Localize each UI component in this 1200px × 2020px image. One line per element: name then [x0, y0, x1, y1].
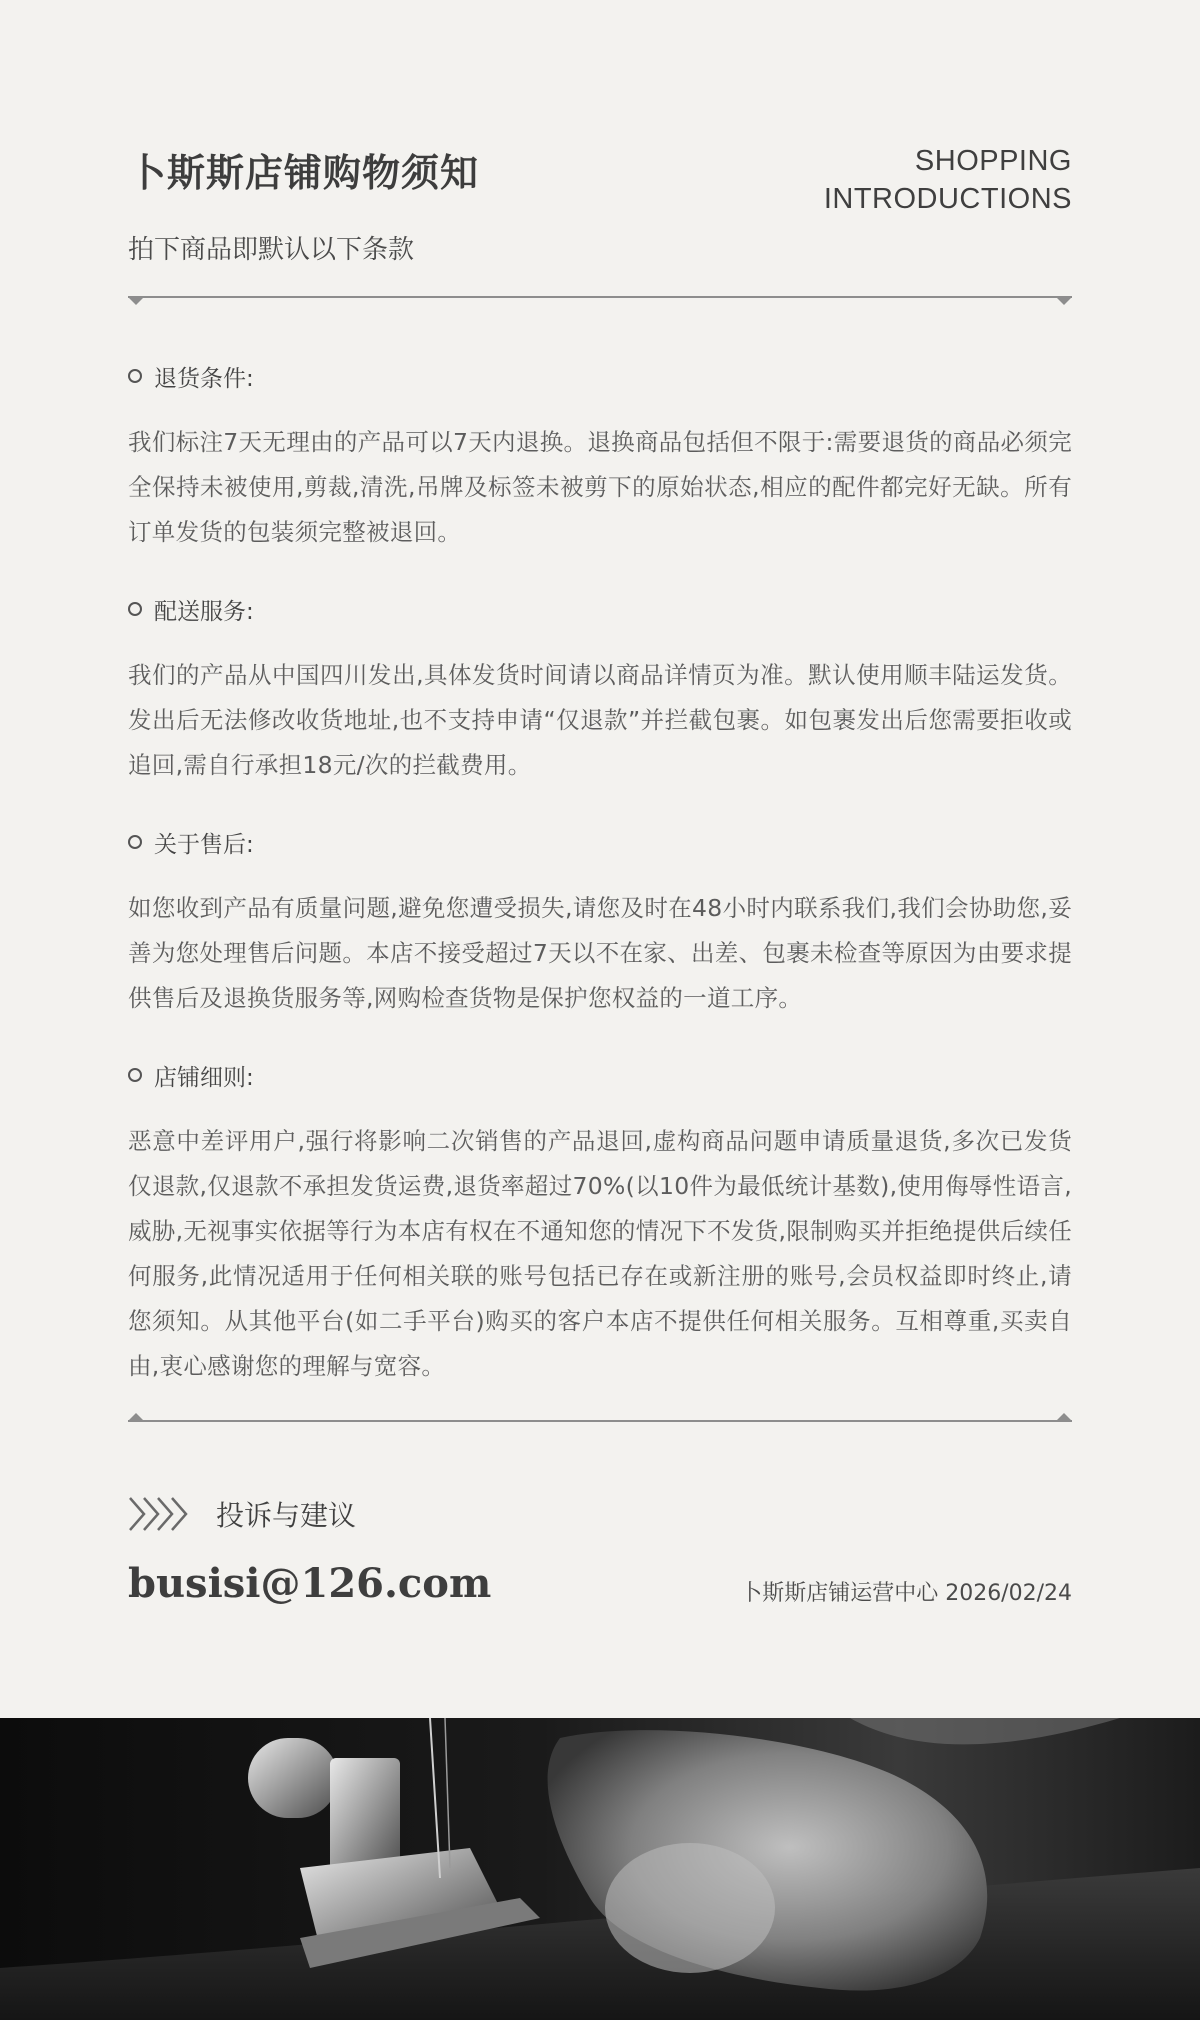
section-body: 我们标注7天无理由的产品可以7天内退换。退换商品包括但不限于:需要退货的商品必须完全保持未被使用,剪裁,清洗,吊牌及标签未被剪下的原始状态,相应的配件都完好无缺。所有订单发货的包装须完整被退回。 — [128, 428, 1072, 546]
operator-signature: 卜斯斯店铺运营中心 2026/02/24 — [740, 1581, 1072, 1606]
complaint-section — [128, 1490, 1072, 1630]
section-body: 我们的产品从中国四川发出,具体发货时间请以商品详情页为准。默认使用顺丰陆运发货。发出后无法修改收货地址,也不支持申请“仅退款”并拦截包裹。如包裹发出后您需要拒收或追回,需自行承担18元/次的拦截费用。 — [128, 661, 1072, 779]
contact-email[interactable]: busisi@126.com — [128, 1560, 492, 1607]
section-after-sales — [128, 822, 1072, 1021]
section-return-conditions — [128, 356, 1072, 555]
section-store-rules — [128, 1055, 1072, 1389]
page-title: 卜斯斯店铺购物须知 — [128, 151, 480, 195]
sewing-machine-photo — [0, 1718, 1200, 2020]
circle-bullet-icon — [128, 602, 142, 616]
section-heading: 配送服务: — [154, 598, 254, 625]
chevrons-right-icon — [128, 1492, 192, 1536]
section-heading: 退货条件: — [154, 365, 254, 392]
circle-bullet-icon — [128, 369, 142, 383]
section-heading: 关于售后: — [154, 831, 254, 858]
english-title-line-2: INTRODUCTIONS — [823, 183, 1072, 215]
page-subtitle: 拍下商品即默认以下条款 — [128, 235, 415, 265]
bottom-divider — [128, 1414, 1072, 1428]
circle-bullet-icon — [128, 835, 142, 849]
english-title-line-1: SHOPPING — [914, 145, 1072, 177]
complaint-label: 投诉与建议 — [216, 1499, 357, 1532]
header — [128, 142, 1072, 265]
section-heading: 店铺细则: — [154, 1064, 254, 1091]
section-delivery-service — [128, 589, 1072, 788]
english-title — [824, 142, 1072, 218]
top-divider — [128, 290, 1072, 304]
section-body: 如您收到产品有质量问题,避免您遭受损失,请您及时在48小时内联系我们,我们会协助您,妥善为您处理售后问题。本店不接受超过7天以不在家、出差、包裹未检查等原因为由要求提供售后及退换货服务等,网购检查货物是保护您权益的一道工序。 — [128, 894, 1072, 1012]
terms-sections — [128, 356, 1072, 1423]
circle-bullet-icon — [128, 1068, 142, 1082]
section-body: 恶意中差评用户,强行将影响二次销售的产品退回,虚构商品问题申请质量退货,多次已发货仅退款,仅退款不承担发货运费,退货率超过70%(以10件为最低统计基数),使用侮辱性语言,威胁,无视事实依据等行为本店有权在不通知您的情况下不发货,限制购买并拒绝提供后续任何服务,此情况适用于任何相关联的账号包括已存在或新注册的账号,会员权益即时终止,请您须知。从其他平台(如二手平台)购买的客户本店不提供任何相关服务。互相尊重,买卖自由,衷心感谢您的理解与宽容。 — [128, 1127, 1072, 1380]
